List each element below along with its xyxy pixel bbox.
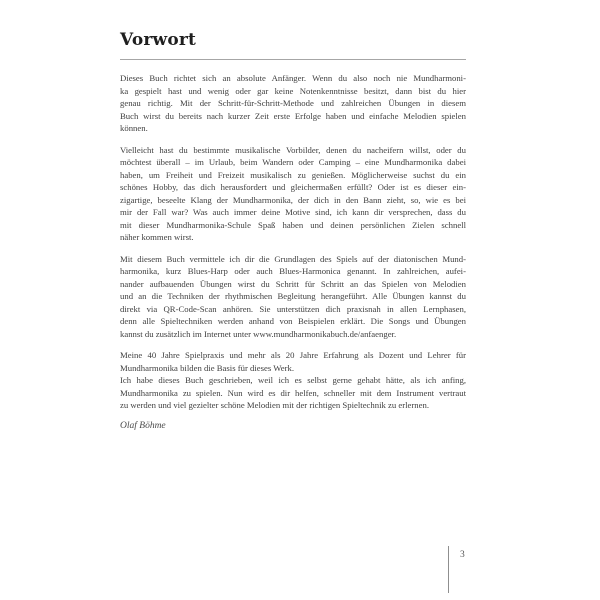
paragraph-experience — [120, 349, 466, 374]
text-line: Mit diesem Buch vermittele ich dir die Grundlagen des Spiels auf der diatonischen Mund- — [120, 253, 466, 264]
footer-divider — [448, 546, 449, 593]
paragraph-method — [120, 253, 466, 341]
text-line: mir der Fall war? Was auch immer deine Motive sind, ich kann dir versprechen, dass du — [120, 207, 466, 217]
text-line: harmonika, kurz Blues-Harp oder auch Blues-Harmonica genannt. In zahlreichen, aufei- — [120, 266, 466, 276]
text-line: zu werden und viel gezielter schöne Melodien mit der richtigen Spieltechnik zu erlernen. — [120, 400, 430, 410]
text-line: ka gespielt hast und wenig oder gar keine Notenkenntnisse besitzt, dann bist du hier — [120, 85, 466, 96]
text-line: Buch wirst du bereits nach kurzer Zeit erste Erfolge haben und einfache Melodien spielen — [120, 110, 466, 121]
text-line: haben, um Freiheit und Freizeit musikalisch zu genießen. Möglicherweise suchst du ein — [120, 169, 466, 180]
text-line: denn alle Spieltechniken werden anhand von Beispielen erklärt. Die Songs und Übungen — [120, 316, 466, 326]
text-line: kannst du zusätzlich im Internet unter www.mundharmonikabuch.de/anfaenger. — [120, 328, 397, 339]
preface-content — [120, 30, 466, 432]
text-line: direkt via QR-Code-Scan anhören. Sie unterstützen dich praxisnah in allen Lernphasen, — [120, 303, 466, 314]
text-line: Dieses Buch richtet sich an absolute Anfänger. Wenn du also noch nie Mundharmoni- — [120, 73, 466, 83]
text-line: Meine 40 Jahre Spielpraxis und mehr als 20 Jahre Erfahrung als Dozent und Lehrer für — [120, 350, 466, 360]
text-line: Mundharmonika bilden die Basis für dieses Werk. — [120, 362, 295, 373]
title-divider — [120, 59, 466, 60]
text-line: möchtest überall – im Urlaub, beim Wandern oder Camping – eine Mundharmonika dabei — [120, 157, 466, 167]
text-line: schönes Hobby, das dich herausfordert und gleichermaßen erfüllt? Oder ist es dieser ein- — [120, 182, 466, 192]
author-signature: Olaf Böhme — [120, 420, 166, 431]
paragraph-motivation — [120, 144, 466, 244]
text-line: und an die Techniken der rhythmischen Begleitung herangeführt. Alle Übungen kannst du — [120, 291, 466, 301]
page-title: Vorwort — [120, 30, 197, 50]
paragraph-intro — [120, 72, 466, 135]
text-line: zigartige, beseelte Klang der Mundharmonika, der dich in den Bann zieht, so, wie es bei — [120, 194, 466, 205]
text-line: genau richtig. Mit der Schritt-für-Schritt-Methode und zahlreichen Übungen in diesem — [120, 98, 466, 108]
paragraph-closing — [120, 374, 466, 412]
page-number: 3 — [460, 550, 465, 560]
preface-body — [120, 72, 466, 432]
text-line: können. — [120, 123, 148, 133]
text-line: nander aufbauenden Übungen wirst du Schritt für Schritt an das Spielen von Melodien — [120, 278, 466, 289]
text-line: Ich habe dieses Buch geschrieben, weil ich es selbst gerne gehabt hätte, als ich anfing, — [120, 375, 466, 385]
text-line: Vielleicht hast du bestimmte musikalische Vorbilder, denen du nacheifern willst, oder du — [120, 144, 466, 155]
text-line: Mundharmonika zu spielen. Nun wird es dir helfen, schneller mit dem Instrument vertraut — [120, 387, 466, 398]
text-line: näher kommen wirst. — [120, 232, 194, 242]
text-line: mit dieser Mundharmonika-Schule Spaß haben und deinen persönlichen Zielen schnell — [120, 219, 466, 230]
